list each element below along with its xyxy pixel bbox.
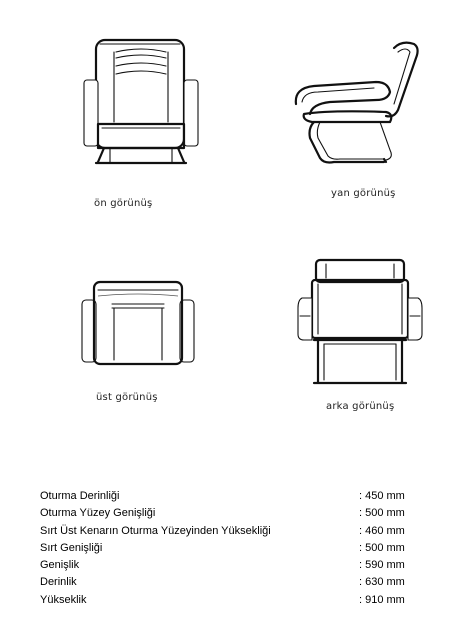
spec-label: Genişlik <box>40 559 80 572</box>
spec-label: Oturma Derinliği <box>40 490 120 502</box>
spec-value: : 500 mm <box>359 541 405 554</box>
front-view-drawing <box>78 36 208 168</box>
spec-label: Derinlik <box>40 576 77 589</box>
spec-value: : 630 mm <box>359 576 405 589</box>
top-view-caption: üst görünüş <box>96 392 158 403</box>
spec-value: : 590 mm <box>359 559 405 572</box>
spec-value: : 910 mm <box>359 593 405 606</box>
spec-row <box>40 488 420 505</box>
spec-value: : 450 mm <box>359 490 405 502</box>
spec-label: Yükseklik <box>40 593 87 606</box>
spec-row <box>40 574 420 591</box>
spec-label: Sırt Üst Kenarın Oturma Yüzeyinden Yüksekliği <box>40 524 271 537</box>
back-view-drawing <box>296 256 426 388</box>
side-view-caption: yan görünüş <box>331 188 396 199</box>
side-view-drawing <box>290 38 430 170</box>
specifications-list <box>40 488 420 609</box>
spec-label: Oturma Yüzey Genişliği <box>40 507 156 520</box>
front-view-caption: ön görünüş <box>94 198 153 209</box>
top-view-drawing <box>78 278 198 370</box>
spec-row <box>40 523 420 540</box>
spec-row <box>40 592 420 609</box>
spec-row <box>40 557 420 574</box>
spec-value: : 500 mm <box>359 507 405 520</box>
spec-row <box>40 540 420 557</box>
spec-value: : 460 mm <box>359 524 405 537</box>
spec-label: Sırt Genişliği <box>40 541 103 554</box>
back-view-caption: arka görünüş <box>326 401 395 412</box>
spec-row <box>40 505 420 522</box>
